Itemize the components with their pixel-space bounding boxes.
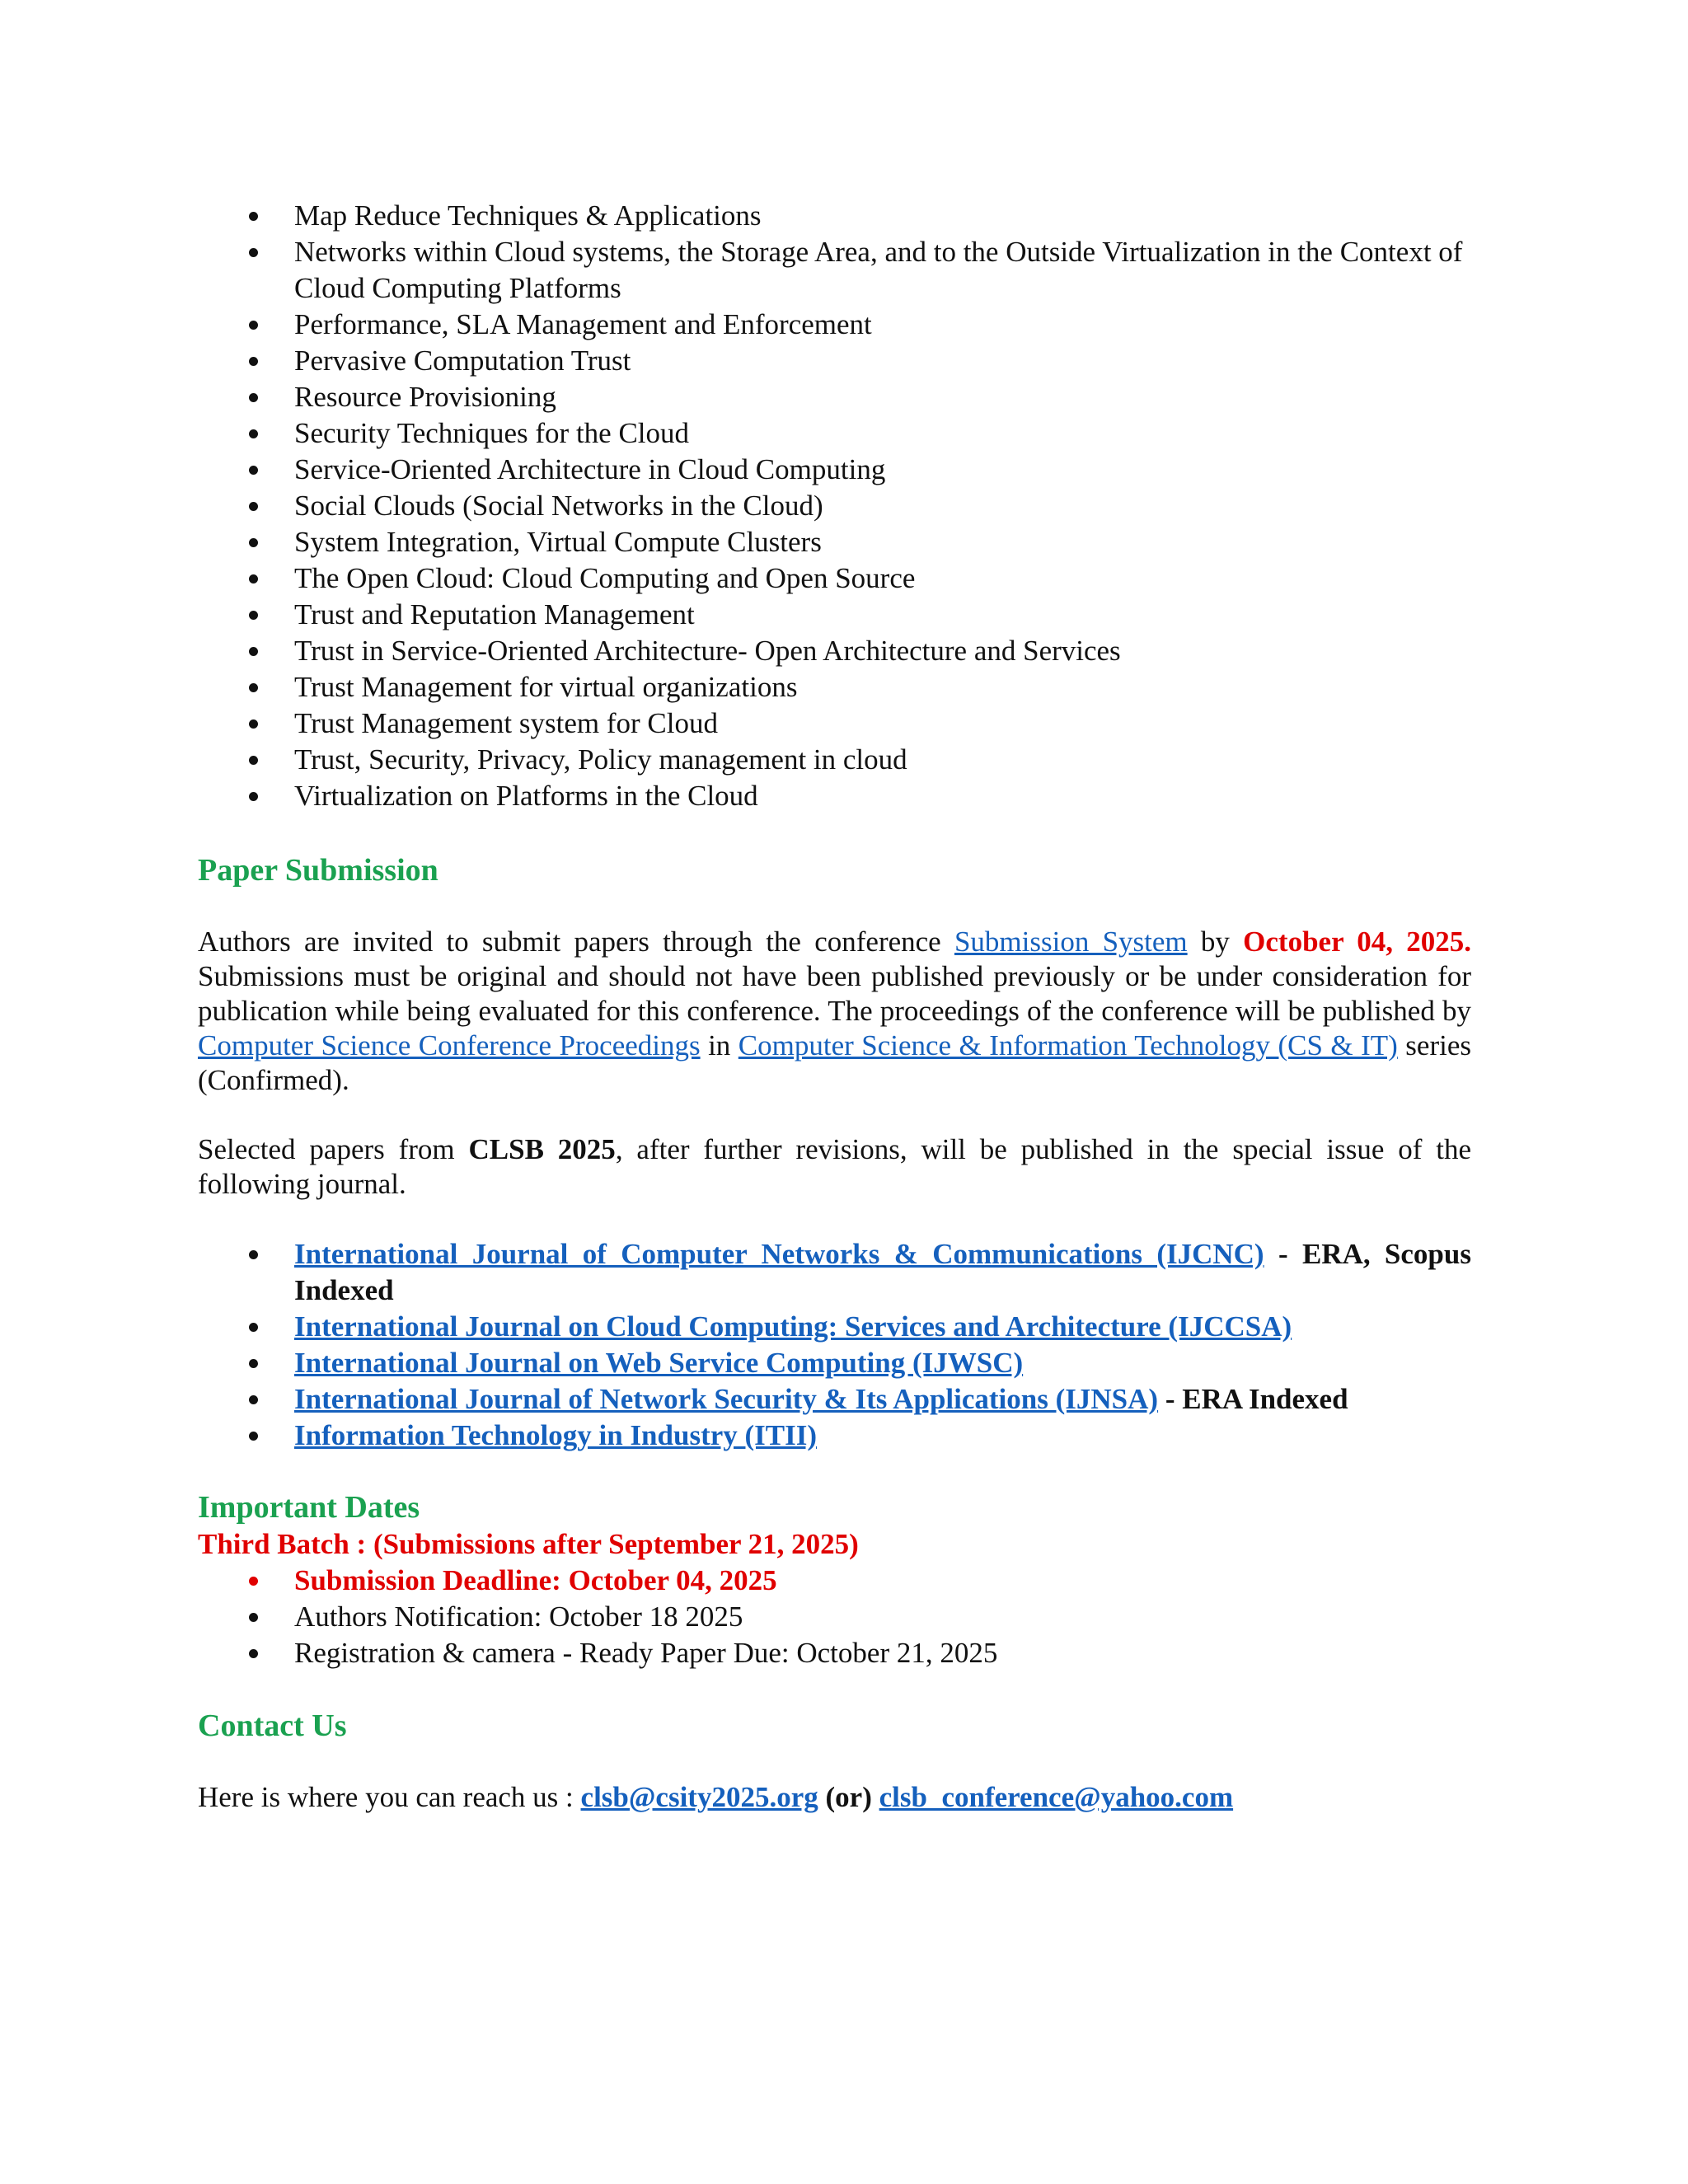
list-item: Trust Management for virtual organizations [198,669,1471,705]
list-item: Social Clouds (Social Networks in the Cloud) [198,488,1471,524]
submission-by-text: by [1187,926,1244,958]
topics-list [198,198,1471,814]
submission-series-text: series (Confirmed). [198,1029,1471,1096]
submission-deadline-item: Submission Deadline: October 04, 2025 [198,1563,1471,1599]
notification-item: Authors Notification: October 18 2025 [198,1599,1471,1635]
list-item [198,1418,1471,1454]
list-item: Performance, SLA Management and Enforcement [198,307,1471,343]
list-item: Resource Provisioning [198,379,1471,415]
list-item: System Integration, Virtual Compute Clusters [198,524,1471,560]
journal-link-ijwsc[interactable]: International Journal on Web Service Computing (IJWSC) [294,1347,1024,1379]
paper-submission-heading: Paper Submission [198,853,438,888]
registration-item: Registration & camera - Ready Paper Due: October 21, 2025 [198,1635,1471,1671]
list-item: Service-Oriented Architecture in Cloud Computing [198,452,1471,488]
list-item [198,1345,1471,1381]
list-item: Trust Management system for Cloud [198,705,1471,742]
page-content [198,198,1471,1815]
contact-or-text: (or) [818,1781,879,1813]
journal-link-ijcnc[interactable]: International Journal of Computer Networks & Communications (IJCNC) [294,1238,1264,1270]
proceedings-link[interactable]: Computer Science Conference Proceedings [198,1029,701,1062]
selected-papers-rest: , after further revisions, will be published in the special issue of the following journal. [198,1133,1471,1200]
submission-text: Authors are invited to submit papers through the conference [198,926,954,958]
third-batch-label: Third Batch : (Submissions after September 21, 2025) [198,1528,859,1560]
list-item [198,1236,1471,1309]
submission-paragraph [198,925,1471,1098]
cs-it-series-link[interactable]: Computer Science & Information Technology (CS & IT) [738,1029,1398,1062]
submission-system-link[interactable]: Submission System [954,926,1188,958]
contact-heading: Contact Us [198,1708,347,1743]
journal-indexing: - ERA, Scopus Indexed [294,1238,1471,1306]
submission-date: October 04, 2025. [1243,926,1471,958]
selected-papers-paragraph [198,1132,1471,1202]
list-item: Pervasive Computation Trust [198,343,1471,379]
journal-link-ijccsa[interactable]: International Journal on Cloud Computing: Services and Architecture (IJCCSA) [294,1310,1292,1343]
dates-list [198,1563,1471,1671]
contact-paragraph [198,1780,1471,1815]
list-item: Map Reduce Techniques & Applications [198,198,1471,234]
contact-email-link-alt[interactable]: clsb_conference@yahoo.com [879,1781,1234,1813]
selected-papers-text: Selected papers from [198,1133,469,1165]
list-item: Trust and Reputation Management [198,597,1471,633]
list-item: The Open Cloud: Cloud Computing and Open Source [198,560,1471,597]
journal-indexing: - ERA Indexed [1158,1383,1348,1415]
contact-text: Here is where you can reach us : [198,1781,581,1813]
journal-link-itii[interactable]: Information Technology in Industry (ITII) [294,1419,818,1451]
journals-list [198,1236,1471,1454]
submission-in-text: in [700,1029,738,1062]
journal-link-ijnsa[interactable]: International Journal of Network Security & Its Applications (IJNSA) [294,1383,1159,1415]
list-item [198,1381,1471,1418]
list-item: Trust in Service-Oriented Architecture- Open Architecture and Services [198,633,1471,669]
important-dates-heading: Important Dates [198,1490,420,1525]
list-item: Security Techniques for the Cloud [198,415,1471,452]
list-item: Networks within Cloud systems, the Storage Area, and to the Outside Virtualization in the Context of Cloud Computing Platforms [198,234,1471,307]
conference-name: CLSB 2025 [468,1133,616,1165]
submission-rules-text: Submissions must be original and should not have been published previously or be under consideration for publication while being evaluated for this conference. The proceedings of the conference will be published by [198,960,1471,1027]
list-item [198,1309,1471,1345]
contact-email-link[interactable]: clsb@csity2025.org [580,1781,818,1813]
list-item: Virtualization on Platforms in the Cloud [198,778,1471,814]
list-item: Trust, Security, Privacy, Policy management in cloud [198,742,1471,778]
